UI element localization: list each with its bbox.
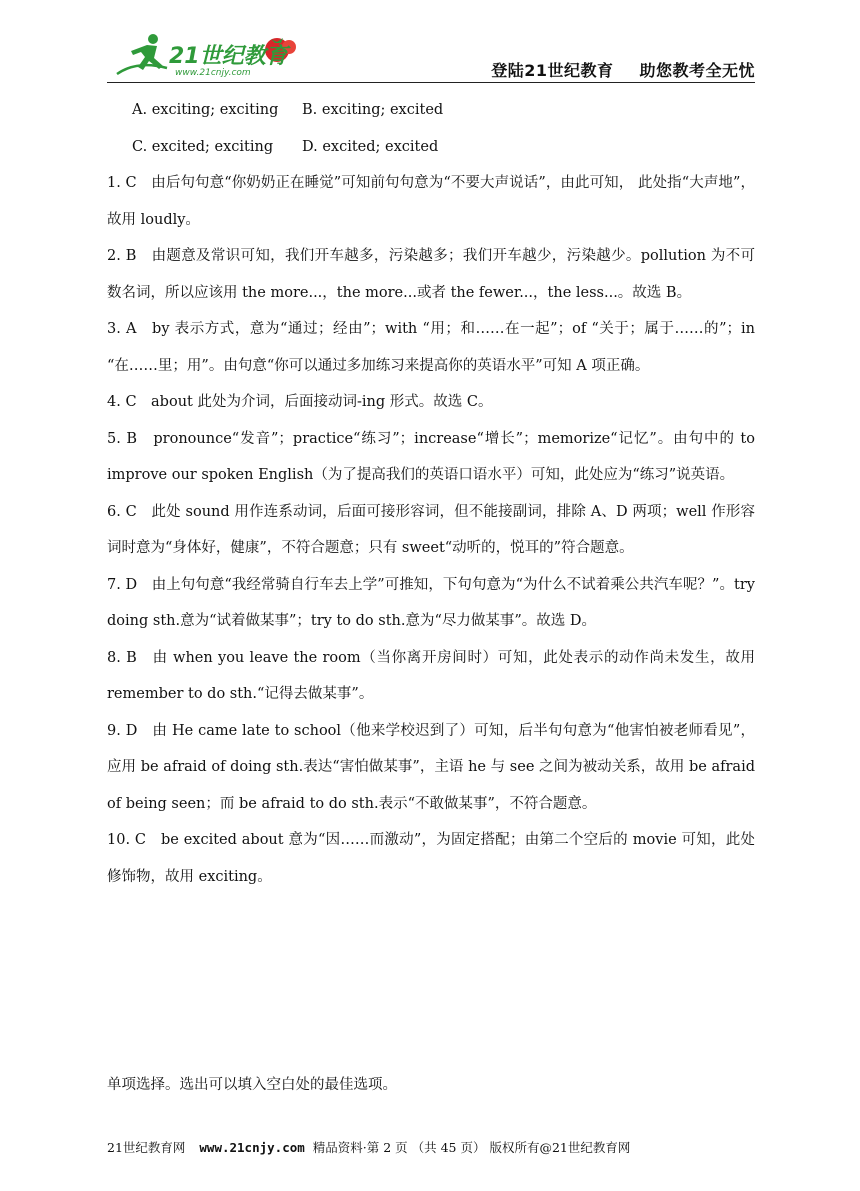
- answer-content: [107, 92, 755, 895]
- answer-7: 7. D 由上句句意“我经常骑自行车去上学”可推知，下句句意为“为什么不试着乘公共汽车呢？”。try doing sth.意为“试着做某事”；try to do sth.意为“尽力做某事”。故选 D。: [107, 576, 755, 629]
- answer-9: 9. D 由 He came late to school（他来学校迟到了）可知，后半句句意为“他害怕被老师看见”，应用 be afraid of doing sth.表达“害怕做某事”，主语 he 与 see 之间为被动关系，故用 be afraid of being seen；而 be afraid to do sth.表示“不敢做某事”，不符合题意。: [107, 722, 755, 812]
- header-divider: [107, 82, 755, 83]
- options-row-2: [107, 129, 755, 166]
- answer-2: 2. B 由题意及常识可知，我们开车越多，污染越多；我们开车越少，污染越少。pollution 为不可数名词，所以应该用 the more...，the more...或者 the fewer...，the less...。故选 B。: [107, 248, 755, 301]
- answer-3: 3. A by 表示方式，意为“通过；经由”；with “用；和……在一起”；of “关于；属于……的”；in “在……里；用”。由句意“你可以通过多加练习来提高你的英语水平”可知 A 项正确。: [107, 321, 755, 374]
- answer-8: 8. B 由 when you leave the room（当你离开房间时）可知，此处表示的动作尚未发生，故用 remember to do sth.“记得去做某事”。: [107, 649, 755, 702]
- slogan-right: 助您教考全无忧: [639, 61, 755, 80]
- logo-url: www.21cnjy.com: [175, 68, 251, 78]
- section-instruction: 单项选择。选出可以填入空白处的最佳选项。: [107, 1077, 397, 1093]
- footer-page-info: 精品资料·第 2 页 （共 45 页） 版权所有@21世纪教育网: [312, 1140, 631, 1155]
- option-c: C. excited; exciting: [132, 138, 274, 155]
- option-d: D. excited; excited: [302, 138, 439, 155]
- answer-1: 1. C 由后句句意“你奶奶正在睡觉”可知前句句意为“不要大声说话”，由此可知， 此处指“大声地”，故用 loudly。: [107, 175, 755, 228]
- logo: [107, 30, 307, 80]
- answer-10: 10. C be excited about 意为“因……而激动”，为固定搭配；由第二个空后的 movie 可知，此处修饰物，故用 exciting。: [107, 832, 755, 885]
- header-slogan: [491, 58, 755, 81]
- option-a: A. exciting; exciting: [132, 102, 279, 118]
- answer-4: 4. C about 此处为介词，后面接动词-ing 形式。故选 C。: [107, 394, 493, 410]
- logo-text: 21世纪教育: [169, 44, 288, 69]
- page-header: [107, 30, 755, 82]
- options-row-1: [107, 92, 755, 129]
- answer-6: 6. C 此处 sound 用作连系动词，后面可接形容词，但不能接副词，排除 A、D 两项；well 作形容词时意为“身体好，健康”，不符合题意；只有 sweet“动听的，悦耳的”符合题意。: [107, 503, 755, 556]
- footer-site: 21世纪教育网: [107, 1140, 186, 1155]
- slogan-left: 登陆21世纪教育: [491, 61, 614, 80]
- footer-url: www.21cnjy.com: [199, 1140, 305, 1155]
- answer-5: 5. B pronounce“发音”；practice“练习”；increase“增长”；memorize“记忆”。由句中的 to improve our spoken English（为了提高我们的英语口语水平）可知，此处应为“练习”说英语。: [107, 430, 755, 483]
- option-b: B. exciting; excited: [302, 102, 444, 118]
- page-footer: [107, 1138, 755, 1156]
